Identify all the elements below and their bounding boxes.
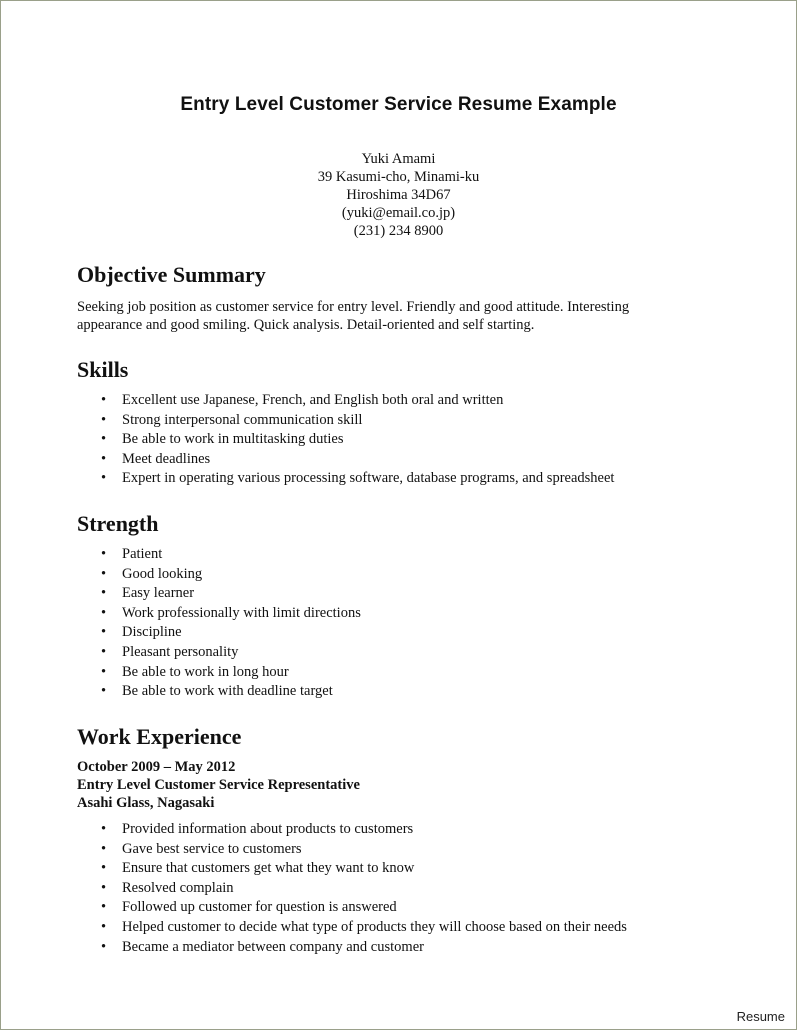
strength-list	[77, 545, 361, 702]
experience-item	[77, 859, 627, 879]
skill-item	[77, 411, 614, 431]
bullet-icon: •	[101, 392, 107, 408]
strength-item	[77, 643, 361, 663]
experience-item-text: Helped customer to decide what type of products they will choose based on their needs	[122, 918, 627, 935]
experience-item	[77, 879, 627, 899]
skill-item-text: Be able to work in multitasking duties	[122, 431, 344, 448]
strength-item-text: Easy learner	[122, 585, 195, 602]
experience-item	[77, 820, 627, 840]
objective-text-line2: appearance and good smiling. Quick analysis. Detail-oriented and self starting.	[77, 317, 535, 333]
strength-item	[77, 604, 361, 624]
job-meta	[77, 758, 360, 812]
experience-item	[77, 918, 627, 938]
bullet-icon: •	[101, 585, 107, 602]
bullet-icon: •	[101, 546, 107, 562]
skill-item	[77, 391, 614, 411]
bullet-icon: •	[101, 821, 107, 837]
bullet-icon: •	[101, 938, 107, 955]
strength-item-text: Be able to work in long hour	[122, 663, 289, 680]
strength-item	[77, 545, 361, 565]
bullet-icon: •	[101, 683, 107, 700]
bullet-icon: •	[101, 470, 107, 487]
bullet-icon: •	[101, 624, 107, 641]
bullet-icon: •	[101, 840, 107, 857]
strength-item	[77, 682, 361, 702]
strength-item-text: Good looking	[122, 565, 203, 582]
strength-item	[77, 663, 361, 683]
skill-item-text: Expert in operating various processing software, database programs, and spreadsheet	[122, 470, 615, 487]
contact-block	[0, 150, 797, 240]
strength-item	[77, 584, 361, 604]
experience-item-text: Ensure that customers get what they want to know	[122, 860, 415, 877]
contact-address-line2: Hiroshima 34D67	[346, 187, 451, 203]
experience-item-text: Resolved complain	[122, 879, 234, 896]
experience-item-text: Gave best service to customers	[122, 840, 302, 857]
bullet-icon: •	[101, 604, 107, 621]
strength-item	[77, 623, 361, 643]
experience-item	[77, 938, 627, 958]
objective-heading: Objective Summary	[77, 262, 266, 287]
skills-heading: Skills	[77, 357, 129, 382]
job-position: Entry Level Customer Service Representative	[77, 777, 360, 793]
bullet-icon: •	[101, 663, 107, 680]
job-dates: October 2009 – May 2012	[77, 759, 236, 775]
bullet-icon: •	[101, 643, 107, 660]
skill-item-text: Meet deadlines	[122, 450, 211, 467]
strength-heading: Strength	[77, 511, 159, 536]
bullet-icon: •	[101, 879, 107, 896]
experience-item-text: Provided information about products to customers	[122, 821, 414, 837]
strength-item-text: Pleasant personality	[122, 643, 239, 660]
skill-item	[77, 450, 614, 470]
bullet-icon: •	[101, 860, 107, 877]
experience-item-text: Became a mediator between company and customer	[122, 938, 424, 955]
footer-label: Resume	[736, 1009, 785, 1024]
bullet-icon: •	[101, 899, 107, 916]
objective-text-line1: Seeking job position as customer service for entry level. Friendly and good attitude. Interesting	[77, 299, 630, 315]
skills-list	[77, 391, 614, 489]
strength-item-text: Be able to work with deadline target	[122, 683, 333, 700]
strength-item-text: Work professionally with limit directions	[122, 604, 361, 621]
contact-phone: (231) 234 8900	[353, 223, 444, 239]
strength-item-text: Patient	[122, 546, 163, 562]
bullet-icon: •	[101, 450, 107, 467]
job-company: Asahi Glass, Nagasaki	[77, 795, 215, 811]
strength-item-text: Discipline	[122, 624, 182, 641]
contact-address-line1: 39 Kasumi-cho, Minami-ku	[317, 169, 480, 185]
skill-item-text: Excellent use Japanese, French, and English both oral and written	[122, 392, 504, 408]
experience-item	[77, 898, 627, 918]
experience-list	[77, 820, 627, 957]
strength-item	[77, 565, 361, 585]
experience-item	[77, 840, 627, 860]
bullet-icon: •	[101, 565, 107, 582]
experience-item-text: Followed up customer for question is answered	[122, 899, 397, 916]
contact-name: Yuki Amami	[361, 151, 436, 167]
skill-item	[77, 469, 614, 489]
bullet-icon: •	[101, 918, 107, 935]
objective-text	[77, 298, 717, 334]
bullet-icon: •	[101, 411, 107, 428]
contact-email: (yuki@email.co.jp)	[341, 205, 456, 221]
skill-item	[77, 430, 614, 450]
page-title: Entry Level Customer Service Resume Example	[180, 94, 617, 115]
experience-heading: Work Experience	[77, 724, 242, 749]
bullet-icon: •	[101, 431, 107, 448]
skill-item-text: Strong interpersonal communication skill	[122, 411, 363, 428]
